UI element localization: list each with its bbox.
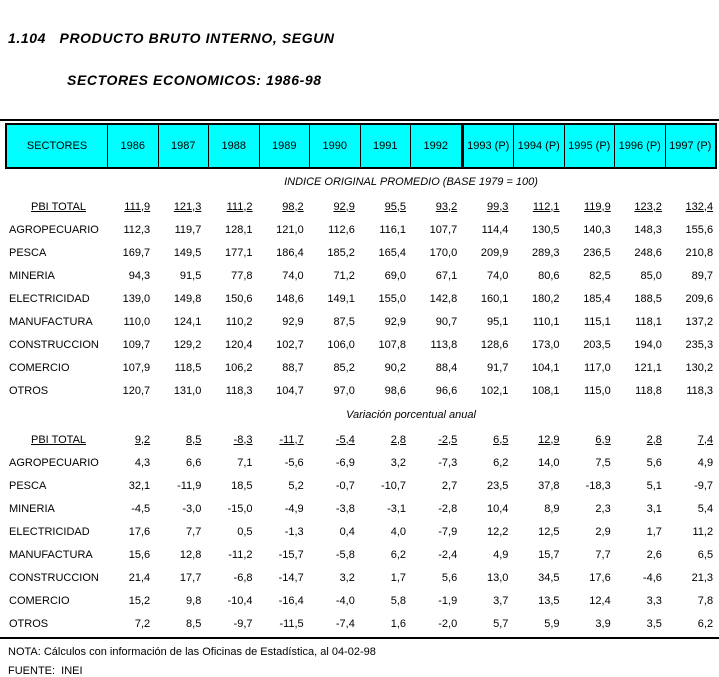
data-cell: -4,9 — [284, 502, 304, 515]
data-cell: -14,7 — [278, 571, 304, 584]
data-cell: 116,1 — [379, 223, 407, 236]
header-year-1990: 1990 — [309, 125, 360, 167]
data-cell: 7,7 — [186, 525, 202, 538]
data-cell: 77,8 — [231, 269, 253, 282]
data-cell: 3,7 — [493, 594, 509, 607]
data-cell: -2,5 — [438, 433, 458, 446]
data-cell: 12,9 — [538, 433, 560, 446]
table-row — [5, 497, 719, 520]
data-cell: 102,1 — [480, 384, 509, 397]
row-label: MANUFACTURA — [9, 315, 93, 328]
data-cell: -5,8 — [335, 548, 355, 561]
data-cell: 69,0 — [384, 269, 407, 282]
data-cell: -2,0 — [438, 617, 458, 630]
row-label: COMERCIO — [9, 361, 70, 374]
data-cell: 130,2 — [685, 361, 714, 374]
data-cell: 5,6 — [441, 571, 458, 584]
table-row — [5, 451, 719, 474]
header-year-1997: 1997 (P) — [665, 125, 716, 167]
data-cell: 118,8 — [635, 384, 662, 397]
data-cell: 15,2 — [128, 594, 151, 607]
data-cell: 111,2 — [226, 200, 253, 213]
data-cell: -7,4 — [335, 617, 355, 630]
data-cell: 4,3 — [134, 456, 151, 469]
data-cell: 108,1 — [532, 384, 560, 397]
data-cell: 8,9 — [544, 502, 560, 515]
data-cell: 5,1 — [646, 479, 662, 492]
data-cell: 7,5 — [595, 456, 611, 469]
data-cell: -11,7 — [279, 433, 304, 446]
data-cell: 85,2 — [333, 361, 355, 374]
data-cell: -3,8 — [335, 502, 355, 515]
data-cell: 102,7 — [276, 338, 304, 351]
data-cell: 92,9 — [333, 200, 355, 213]
data-cell: -5,6 — [284, 456, 304, 469]
data-cell: -3,1 — [387, 502, 407, 515]
data-cell: -7,3 — [438, 456, 458, 469]
row-label: PESCA — [9, 246, 47, 259]
data-cell: 169,7 — [122, 246, 151, 259]
data-cell: 112,6 — [328, 223, 355, 236]
data-cell: 6,5 — [493, 433, 509, 446]
data-cell: 34,5 — [538, 571, 560, 584]
data-cell: 131,0 — [173, 384, 202, 397]
footnote: NOTA: Cálculos con información de las Oficinas de Estadística, al 04-02-98 — [8, 646, 376, 658]
data-cell: 82,5 — [589, 269, 611, 282]
data-cell: 91,7 — [486, 361, 509, 374]
data-cell: -8,3 — [233, 433, 253, 446]
data-cell: 132,4 — [685, 200, 714, 213]
data-cell: 0,5 — [237, 525, 253, 538]
header-year-1994: 1994 (P) — [513, 125, 564, 167]
data-cell: 15,6 — [128, 548, 151, 561]
data-cell: 7,4 — [697, 433, 714, 446]
data-cell: 6,2 — [697, 617, 714, 630]
data-cell: 137,2 — [685, 315, 714, 328]
data-cell: 112,1 — [532, 200, 560, 213]
row-label: OTROS — [9, 617, 49, 630]
data-cell: 121,3 — [173, 200, 202, 213]
data-cell: -2,4 — [438, 548, 458, 561]
data-cell: 92,9 — [282, 315, 304, 328]
data-cell: 149,5 — [173, 246, 202, 259]
data-cell: 17,7 — [179, 571, 202, 584]
table-row — [5, 264, 719, 287]
data-cell: 124,1 — [173, 315, 202, 328]
data-cell: -16,4 — [278, 594, 304, 607]
data-cell: 12,4 — [589, 594, 611, 607]
header-year-1995: 1995 (P) — [564, 125, 615, 167]
data-cell: 6,6 — [186, 456, 202, 469]
data-cell: -4,5 — [131, 502, 151, 515]
data-cell: 92,9 — [384, 315, 407, 328]
data-cell: 118,5 — [174, 361, 202, 374]
data-cell: 1,7 — [390, 571, 407, 584]
title-divider — [0, 119, 719, 121]
data-cell: -15,7 — [278, 548, 304, 561]
data-cell: 85,0 — [640, 269, 662, 282]
data-cell: 89,7 — [691, 269, 714, 282]
table-row — [5, 195, 719, 218]
data-cell: 209,6 — [685, 292, 714, 305]
data-cell: 5,9 — [544, 617, 560, 630]
table-row — [5, 218, 719, 241]
data-cell: 74,0 — [282, 269, 304, 282]
report-title-line1: 1.104 PRODUCTO BRUTO INTERNO, SEGUN — [8, 30, 335, 46]
header-year-1993: 1993 (P) — [461, 125, 514, 167]
data-cell: 4,9 — [697, 456, 714, 469]
data-cell: 210,8 — [685, 246, 714, 259]
data-cell: 93,2 — [435, 200, 458, 213]
data-cell: 5,2 — [288, 479, 304, 492]
data-cell: 115,1 — [584, 315, 611, 328]
data-cell: 194,0 — [634, 338, 662, 351]
header-year-1991: 1991 — [360, 125, 411, 167]
data-cell: 5,8 — [390, 594, 407, 607]
data-cell: 5,6 — [646, 456, 662, 469]
data-cell: 80,6 — [538, 269, 560, 282]
data-cell: -9,7 — [694, 479, 714, 492]
data-cell: -11,9 — [177, 479, 202, 492]
table-row — [5, 612, 719, 635]
data-cell: 3,2 — [390, 456, 407, 469]
data-cell: 71,2 — [333, 269, 355, 282]
section-title-2: Variación porcentual anual — [346, 409, 476, 421]
data-cell: 110,0 — [123, 315, 151, 328]
data-cell: 203,5 — [583, 338, 611, 351]
data-cell: 1,7 — [646, 525, 662, 538]
data-cell: 149,8 — [173, 292, 202, 305]
data-cell: 155,0 — [378, 292, 407, 305]
data-cell: 2,8 — [390, 433, 407, 446]
data-cell: 17,6 — [128, 525, 151, 538]
data-cell: 289,3 — [532, 246, 560, 259]
row-label: PBI TOTAL — [31, 200, 87, 213]
data-cell: -6,8 — [233, 571, 253, 584]
data-cell: 2,3 — [595, 502, 611, 515]
data-cell: 110,2 — [225, 315, 253, 328]
data-cell: 148,6 — [276, 292, 304, 305]
data-cell: 150,6 — [224, 292, 253, 305]
data-cell: 129,2 — [173, 338, 202, 351]
data-cell: 88,4 — [435, 361, 458, 374]
data-cell: 119,9 — [584, 200, 611, 213]
data-cell: 3,2 — [339, 571, 355, 584]
data-cell: -10,4 — [227, 594, 253, 607]
data-cell: 7,8 — [697, 594, 714, 607]
data-cell: 95,1 — [486, 315, 509, 328]
section-title-1: INDICE ORIGINAL PROMEDIO (BASE 1979 = 100) — [284, 176, 538, 188]
data-cell: -11,2 — [228, 548, 253, 561]
row-label: AGROPECUARIO — [9, 456, 99, 469]
data-cell: 5,4 — [697, 502, 714, 515]
data-cell: 107,9 — [122, 361, 151, 374]
data-cell: 106,2 — [224, 361, 253, 374]
row-label: MANUFACTURA — [9, 548, 93, 561]
data-cell: 3,3 — [646, 594, 662, 607]
data-cell: -1,9 — [438, 594, 458, 607]
data-cell: 74,0 — [486, 269, 509, 282]
table-row — [5, 566, 719, 589]
data-cell: 248,6 — [634, 246, 662, 259]
data-cell: 17,6 — [589, 571, 611, 584]
data-cell: 209,9 — [480, 246, 509, 259]
table-row — [5, 333, 719, 356]
data-cell: -15,0 — [227, 502, 253, 515]
data-cell: 128,6 — [480, 338, 509, 351]
header-year-1986: 1986 — [107, 125, 158, 167]
data-cell: 118,3 — [686, 384, 714, 397]
data-cell: 180,2 — [532, 292, 560, 305]
table-row — [5, 379, 719, 402]
data-cell: 236,5 — [583, 246, 611, 259]
data-cell: 107,8 — [378, 338, 407, 351]
row-label: ELECTRICIDAD — [9, 292, 90, 305]
data-cell: 3,9 — [595, 617, 611, 630]
data-cell: 107,7 — [429, 223, 458, 236]
data-cell: 121,0 — [276, 223, 304, 236]
data-cell: 121,1 — [634, 361, 662, 374]
data-cell: 112,3 — [123, 223, 151, 236]
row-label: OTROS — [9, 384, 49, 397]
footer-divider — [0, 637, 719, 639]
data-cell: 7,2 — [134, 617, 151, 630]
data-cell: 160,1 — [480, 292, 509, 305]
data-cell: 123,2 — [634, 200, 662, 213]
data-cell: 155,6 — [685, 223, 714, 236]
data-cell: 14,0 — [538, 456, 560, 469]
data-cell: 139,0 — [122, 292, 151, 305]
data-cell: 188,5 — [634, 292, 662, 305]
data-cell: 140,3 — [583, 223, 611, 236]
data-cell: -9,7 — [233, 617, 253, 630]
data-cell: 120,4 — [224, 338, 253, 351]
data-cell: 98,6 — [384, 384, 407, 397]
data-cell: 120,7 — [122, 384, 151, 397]
data-cell: 110,1 — [532, 315, 560, 328]
data-cell: 6,9 — [595, 433, 611, 446]
data-cell: 104,7 — [276, 384, 304, 397]
table-header-row — [5, 123, 717, 169]
data-cell: -4,6 — [642, 571, 662, 584]
header-year-1989: 1989 — [259, 125, 310, 167]
header-year-1996: 1996 (P) — [614, 125, 665, 167]
row-label: MINERIA — [9, 502, 55, 515]
data-cell: 91,5 — [179, 269, 202, 282]
data-cell: 96,6 — [435, 384, 458, 397]
data-cell: 95,5 — [384, 200, 407, 213]
data-cell: 1,6 — [390, 617, 407, 630]
data-cell: 185,2 — [327, 246, 355, 259]
data-cell: 2,8 — [646, 433, 662, 446]
data-cell: 32,1 — [128, 479, 151, 492]
row-label: PESCA — [9, 479, 47, 492]
data-cell: 9,2 — [134, 433, 151, 446]
data-cell: 148,3 — [634, 223, 662, 236]
data-cell: 119,7 — [174, 223, 202, 236]
header-sectores: SECTORES — [7, 125, 107, 167]
data-cell: 8,5 — [186, 617, 202, 630]
data-cell: 170,0 — [429, 246, 458, 259]
data-cell: -5,4 — [335, 433, 355, 446]
row-label: PBI TOTAL — [31, 433, 87, 446]
data-cell: 94,3 — [128, 269, 151, 282]
data-cell: 18,5 — [231, 479, 253, 492]
data-cell: 12,8 — [179, 548, 202, 561]
data-cell: 13,0 — [486, 571, 509, 584]
data-cell: 115,0 — [584, 384, 611, 397]
table-row — [5, 356, 719, 379]
data-cell: -6,9 — [335, 456, 355, 469]
data-cell: 97,0 — [333, 384, 355, 397]
table-row — [5, 287, 719, 310]
data-cell: 6,2 — [390, 548, 407, 561]
data-cell: 87,5 — [333, 315, 355, 328]
data-cell: 37,8 — [538, 479, 560, 492]
data-cell: 128,1 — [224, 223, 253, 236]
data-cell: -2,8 — [438, 502, 458, 515]
data-cell: 186,4 — [276, 246, 304, 259]
data-cell: -3,0 — [182, 502, 202, 515]
data-cell: 98,2 — [282, 200, 304, 213]
data-cell: -4,0 — [335, 594, 355, 607]
row-label: ELECTRICIDAD — [9, 525, 90, 538]
data-cell: 118,1 — [635, 315, 662, 328]
data-cell: 235,3 — [685, 338, 714, 351]
table-row — [5, 428, 719, 451]
data-cell: 165,4 — [378, 246, 407, 259]
source-note: FUENTE: INEI — [8, 665, 83, 677]
row-label: CONSTRUCCION — [9, 571, 99, 584]
data-cell: 149,1 — [327, 292, 355, 305]
header-year-1992: 1992 — [410, 125, 461, 167]
data-cell: 113,8 — [430, 338, 458, 351]
data-cell: 2,6 — [646, 548, 662, 561]
data-cell: -18,3 — [585, 479, 611, 492]
data-cell: 104,1 — [532, 361, 560, 374]
data-cell: -0,7 — [335, 479, 355, 492]
data-cell: 11,2 — [692, 525, 714, 538]
data-cell: 3,5 — [646, 617, 662, 630]
data-cell: 90,2 — [384, 361, 407, 374]
data-cell: 12,2 — [486, 525, 509, 538]
data-cell: 118,3 — [225, 384, 253, 397]
data-cell: 3,1 — [646, 502, 662, 515]
data-cell: 21,3 — [691, 571, 714, 584]
data-cell: 5,7 — [493, 617, 509, 630]
table-row — [5, 241, 719, 264]
data-cell: 8,5 — [186, 433, 202, 446]
data-cell: -11,5 — [279, 617, 304, 630]
data-cell: 2,7 — [441, 479, 458, 492]
report-title — [5, 6, 717, 112]
data-cell: 2,9 — [595, 525, 611, 538]
data-cell: 130,5 — [532, 223, 560, 236]
data-cell: -10,7 — [380, 479, 407, 492]
data-cell: 106,0 — [327, 338, 355, 351]
table-row — [5, 474, 719, 497]
table-row — [5, 589, 719, 612]
data-cell: 109,7 — [122, 338, 151, 351]
data-cell: 10,4 — [486, 502, 509, 515]
data-cell: 4,0 — [390, 525, 407, 538]
data-cell: 23,5 — [486, 479, 509, 492]
data-cell: 185,4 — [583, 292, 611, 305]
data-cell: 114,4 — [481, 223, 509, 236]
header-year-1988: 1988 — [208, 125, 259, 167]
data-cell: 90,7 — [435, 315, 458, 328]
data-cell: 6,5 — [697, 548, 714, 561]
data-cell: 7,1 — [237, 456, 253, 469]
data-cell: 13,5 — [538, 594, 560, 607]
data-cell: 15,7 — [538, 548, 560, 561]
data-cell: 88,7 — [282, 361, 304, 374]
data-cell: 4,9 — [493, 548, 509, 561]
row-label: MINERIA — [9, 269, 55, 282]
data-cell: 99,3 — [486, 200, 509, 213]
header-year-1987: 1987 — [158, 125, 209, 167]
data-cell: 7,7 — [595, 548, 611, 561]
row-label: CONSTRUCCION — [9, 338, 99, 351]
data-cell: 177,1 — [224, 246, 253, 259]
data-cell: -1,3 — [284, 525, 304, 538]
report-title-line2: SECTORES ECONOMICOS: 1986-98 — [67, 72, 322, 88]
data-cell: 9,8 — [186, 594, 202, 607]
row-label: AGROPECUARIO — [9, 223, 99, 236]
data-cell: 6,2 — [493, 456, 509, 469]
data-cell: 117,0 — [584, 361, 611, 374]
data-cell: 67,1 — [435, 269, 458, 282]
table-row — [5, 520, 719, 543]
data-cell: 173,0 — [532, 338, 560, 351]
data-cell: -7,9 — [438, 525, 458, 538]
table-row — [5, 310, 719, 333]
data-cell: 12,5 — [538, 525, 560, 538]
data-cell: 0,4 — [339, 525, 355, 538]
data-cell: 111,9 — [124, 200, 151, 213]
data-cell: 21,4 — [128, 571, 151, 584]
table-row — [5, 543, 719, 566]
row-label: COMERCIO — [9, 594, 70, 607]
table-body — [5, 169, 719, 635]
data-cell: 142,8 — [429, 292, 458, 305]
